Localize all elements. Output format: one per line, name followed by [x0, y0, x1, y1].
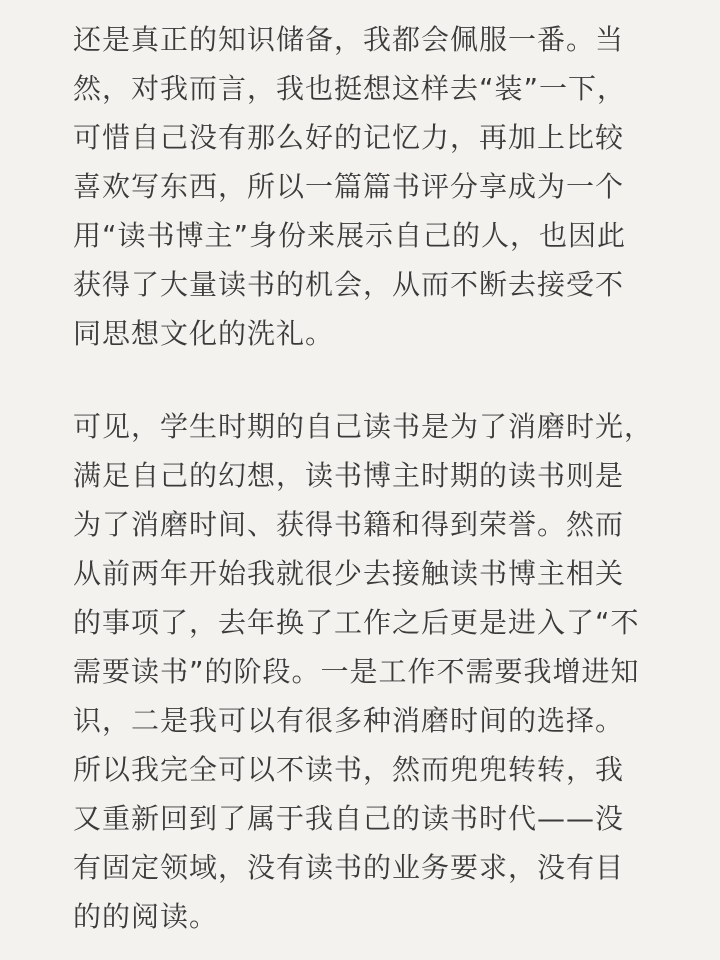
- paragraph-2: [73, 402, 653, 941]
- text-line: 获得了大量读书的机会，从而不断去接受不: [73, 268, 625, 301]
- text-line: 的事项了，去年换了工作之后更是进入了“不: [73, 606, 640, 639]
- text-line: 为了消磨时间、获得书籍和得到荣誉。然而: [73, 508, 625, 541]
- text-line: 的的阅读。: [73, 900, 219, 933]
- text-line: 又重新回到了属于我自己的读书时代——没: [73, 802, 625, 835]
- text-line: 所以我完全可以不读书，然而兜兜转转，我: [73, 753, 625, 786]
- text-line: 然，对我而言，我也挺想这样去“装”一下，: [73, 72, 627, 105]
- text-line: 用“读书博主”身份来展示自己的人，也因此: [73, 219, 627, 252]
- text-line: 还是真正的知识储备，我都会佩服一番。当: [73, 23, 625, 56]
- text-line: 满足自己的幻想，读书博主时期的读书则是: [73, 459, 625, 492]
- text-line: 有固定领域，没有读书的业务要求，没有目: [73, 851, 625, 884]
- text-line: 需要读书”的阶段。一是工作不需要我增进知: [73, 655, 640, 688]
- text-line: 同思想文化的洗礼。: [73, 317, 335, 350]
- text-line: 识，二是我可以有很多种消磨时间的选择。: [73, 704, 625, 737]
- text-line: 喜欢写东西，所以一篇篇书评分享成为一个: [73, 170, 625, 203]
- paragraph-1: [73, 15, 626, 358]
- text-line: 可见，学生时期的自己读书是为了消磨时光，: [73, 410, 654, 443]
- text-line: 可惜自己没有那么好的记忆力，再加上比较: [73, 121, 625, 154]
- text-line: 从前两年开始我就很少去接触读书博主相关: [73, 557, 625, 590]
